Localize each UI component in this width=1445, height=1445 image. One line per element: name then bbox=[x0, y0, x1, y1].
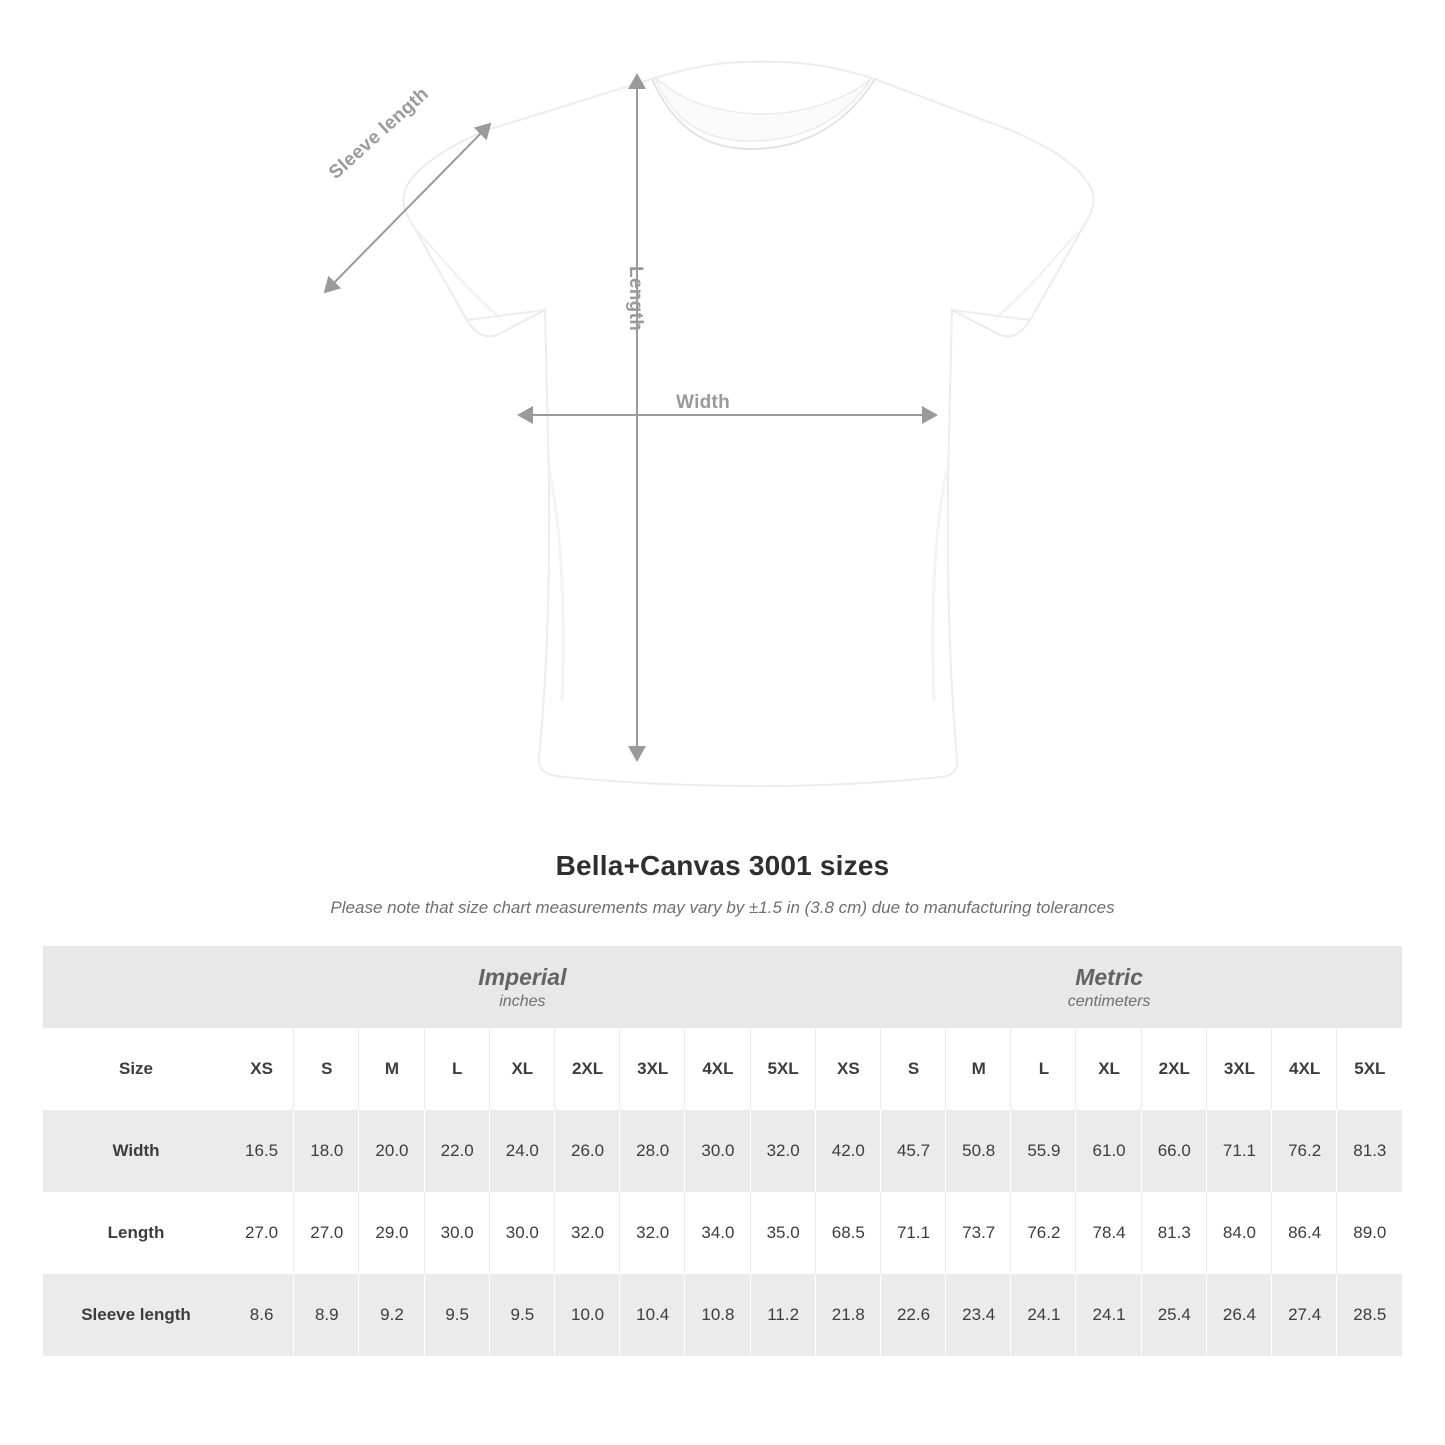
table-row-size bbox=[43, 1028, 1402, 1110]
size-col-15: 3XL bbox=[1207, 1028, 1272, 1110]
width-value-8: 32.0 bbox=[751, 1110, 816, 1192]
size-table-container bbox=[43, 946, 1402, 1356]
sleeve-value-6: 10.4 bbox=[620, 1274, 685, 1356]
sleeve-value-15: 26.4 bbox=[1207, 1274, 1272, 1356]
size-col-4: XL bbox=[490, 1028, 555, 1110]
size-col-2: M bbox=[359, 1028, 424, 1110]
size-col-7: 4XL bbox=[685, 1028, 750, 1110]
sleeve-value-11: 23.4 bbox=[946, 1274, 1011, 1356]
size-col-12: L bbox=[1011, 1028, 1076, 1110]
size-col-17: 5XL bbox=[1337, 1028, 1402, 1110]
size-col-10: S bbox=[881, 1028, 946, 1110]
sleeve-length-dimension-label: Sleeve length bbox=[325, 83, 433, 184]
length-value-12: 76.2 bbox=[1011, 1192, 1076, 1274]
length-value-15: 84.0 bbox=[1207, 1192, 1272, 1274]
length-value-9: 68.5 bbox=[816, 1192, 881, 1274]
width-value-7: 30.0 bbox=[685, 1110, 750, 1192]
size-col-1: S bbox=[294, 1028, 359, 1110]
sleeve-value-2: 9.2 bbox=[359, 1274, 424, 1356]
width-value-12: 55.9 bbox=[1011, 1110, 1076, 1192]
length-value-6: 32.0 bbox=[620, 1192, 685, 1274]
size-col-3: L bbox=[425, 1028, 490, 1110]
row-header-size: Size bbox=[43, 1028, 229, 1110]
table-row-width bbox=[43, 1110, 1402, 1192]
width-value-9: 42.0 bbox=[816, 1110, 881, 1192]
length-dimension-label: Length bbox=[625, 266, 646, 332]
page-title: Bella+Canvas 3001 sizes bbox=[555, 850, 890, 881]
width-value-2: 20.0 bbox=[359, 1110, 424, 1192]
sleeve-value-16: 27.4 bbox=[1272, 1274, 1337, 1356]
sleeve-value-10: 22.6 bbox=[881, 1274, 946, 1356]
sleeve-value-17: 28.5 bbox=[1337, 1274, 1402, 1356]
table-row-length bbox=[43, 1192, 1402, 1274]
width-value-17: 81.3 bbox=[1337, 1110, 1402, 1192]
length-value-14: 81.3 bbox=[1142, 1192, 1207, 1274]
width-value-13: 61.0 bbox=[1076, 1110, 1141, 1192]
width-value-11: 50.8 bbox=[946, 1110, 1011, 1192]
sleeve-value-4: 9.5 bbox=[490, 1274, 555, 1356]
size-chart-table bbox=[43, 946, 1402, 1356]
unit-header-spacer bbox=[43, 946, 229, 1028]
width-value-15: 71.1 bbox=[1207, 1110, 1272, 1192]
sleeve-value-14: 25.4 bbox=[1142, 1274, 1207, 1356]
width-value-4: 24.0 bbox=[490, 1110, 555, 1192]
size-col-0: XS bbox=[229, 1028, 294, 1110]
length-value-0: 27.0 bbox=[229, 1192, 294, 1274]
length-value-4: 30.0 bbox=[490, 1192, 555, 1274]
width-value-5: 26.0 bbox=[555, 1110, 620, 1192]
width-value-14: 66.0 bbox=[1142, 1110, 1207, 1192]
width-value-16: 76.2 bbox=[1272, 1110, 1337, 1192]
sleeve-value-9: 21.8 bbox=[816, 1274, 881, 1356]
metric-group-header bbox=[816, 946, 1403, 1028]
length-value-5: 32.0 bbox=[555, 1192, 620, 1274]
tolerance-note: Please note that size chart measurements may vary by ±1.5 in (3.8 cm) due to manufacturing tolerances bbox=[330, 898, 1115, 917]
row-header-length: Length bbox=[43, 1192, 229, 1274]
size-col-11: M bbox=[946, 1028, 1011, 1110]
length-value-13: 78.4 bbox=[1076, 1192, 1141, 1274]
length-value-11: 73.7 bbox=[946, 1192, 1011, 1274]
sleeve-value-12: 24.1 bbox=[1011, 1274, 1076, 1356]
length-value-1: 27.0 bbox=[294, 1192, 359, 1274]
length-value-2: 29.0 bbox=[359, 1192, 424, 1274]
size-col-8: 5XL bbox=[751, 1028, 816, 1110]
size-col-14: 2XL bbox=[1142, 1028, 1207, 1110]
sleeve-value-3: 9.5 bbox=[425, 1274, 490, 1356]
size-chart-heading bbox=[0, 850, 1445, 918]
length-value-17: 89.0 bbox=[1337, 1192, 1402, 1274]
sleeve-value-8: 11.2 bbox=[751, 1274, 816, 1356]
width-value-1: 18.0 bbox=[294, 1110, 359, 1192]
width-dimension-label: Width bbox=[676, 392, 731, 413]
width-value-0: 16.5 bbox=[229, 1110, 294, 1192]
width-value-10: 45.7 bbox=[881, 1110, 946, 1192]
table-row-sleeve-length bbox=[43, 1274, 1402, 1356]
sleeve-value-0: 8.6 bbox=[229, 1274, 294, 1356]
size-col-5: 2XL bbox=[555, 1028, 620, 1110]
width-value-3: 22.0 bbox=[425, 1110, 490, 1192]
imperial-group-header bbox=[229, 946, 816, 1028]
imperial-label: Imperial bbox=[478, 963, 567, 990]
sleeve-value-1: 8.9 bbox=[294, 1274, 359, 1356]
metric-label: Metric bbox=[1075, 963, 1143, 990]
length-value-3: 30.0 bbox=[425, 1192, 490, 1274]
unit-header-row bbox=[43, 946, 1402, 1028]
row-header-width: Width bbox=[43, 1110, 229, 1192]
size-col-6: 3XL bbox=[620, 1028, 685, 1110]
imperial-unit: inches bbox=[499, 993, 546, 1011]
length-value-7: 34.0 bbox=[685, 1192, 750, 1274]
length-value-10: 71.1 bbox=[881, 1192, 946, 1274]
metric-unit: centimeters bbox=[1067, 993, 1151, 1011]
size-col-9: XS bbox=[816, 1028, 881, 1110]
size-col-13: XL bbox=[1076, 1028, 1141, 1110]
sleeve-value-5: 10.0 bbox=[555, 1274, 620, 1356]
length-value-16: 86.4 bbox=[1272, 1192, 1337, 1274]
length-value-8: 35.0 bbox=[751, 1192, 816, 1274]
size-col-16: 4XL bbox=[1272, 1028, 1337, 1110]
row-header-sleeve-length: Sleeve length bbox=[43, 1274, 229, 1356]
sleeve-value-7: 10.8 bbox=[685, 1274, 750, 1356]
sleeve-value-13: 24.1 bbox=[1076, 1274, 1141, 1356]
width-value-6: 28.0 bbox=[620, 1110, 685, 1192]
